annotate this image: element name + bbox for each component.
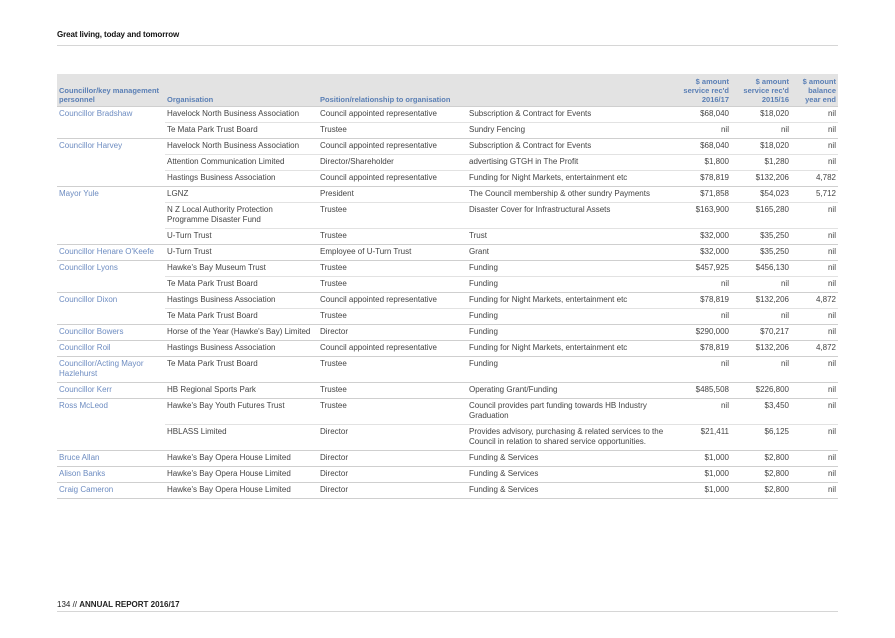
cell-organisation: HBLASS Limited: [165, 425, 318, 451]
cell-amount-1516: $6,125: [731, 425, 791, 451]
cell-amount-1617: nil: [674, 123, 731, 139]
cell-balance: nil: [791, 245, 838, 261]
table-row: [57, 383, 838, 399]
table-row: [57, 245, 838, 261]
cell-balance: nil: [791, 203, 838, 229]
cell-amount-1516: $132,206: [731, 171, 791, 187]
cell-description: Funding & Services: [467, 483, 674, 499]
cell-position: Trustee: [318, 357, 467, 383]
cell-description: Funding & Services: [467, 451, 674, 467]
page-number: 134 //: [57, 600, 78, 609]
cell-description: Funding & Services: [467, 467, 674, 483]
cell-balance: nil: [791, 425, 838, 451]
cell-balance: nil: [791, 139, 838, 155]
table-row: [57, 139, 838, 155]
cell-description: Grant: [467, 245, 674, 261]
col-header-organisation: Organisation: [165, 74, 318, 107]
cell-organisation: HB Regional Sports Park: [165, 383, 318, 399]
cell-organisation: LGNZ: [165, 187, 318, 203]
cell-description: Operating Grant/Funding: [467, 383, 674, 399]
table-row: [57, 203, 838, 229]
cell-amount-1617: $68,040: [674, 139, 731, 155]
table-row: [57, 277, 838, 293]
cell-person: Mayor Yule: [57, 187, 165, 203]
col-header-position: Position/relationship to organisation: [318, 74, 467, 107]
cell-position: Trustee: [318, 277, 467, 293]
cell-balance: nil: [791, 155, 838, 171]
cell-description: Provides advisory, purchasing & related services to the Council in relation to shared service opportunities.: [467, 425, 674, 451]
cell-description: Trust: [467, 229, 674, 245]
cell-person: [57, 277, 165, 293]
cell-organisation: Hawke's Bay Youth Futures Trust: [165, 399, 318, 425]
cell-amount-1617: $21,411: [674, 425, 731, 451]
cell-balance: nil: [791, 123, 838, 139]
cell-amount-1617: $68,040: [674, 107, 731, 123]
cell-amount-1617: $71,858: [674, 187, 731, 203]
cell-balance: nil: [791, 467, 838, 483]
cell-amount-1617: $1,000: [674, 483, 731, 499]
cell-description: Funding for Night Markets, entertainment etc: [467, 293, 674, 309]
cell-amount-1516: $35,250: [731, 245, 791, 261]
cell-amount-1617: $78,819: [674, 341, 731, 357]
cell-person: [57, 123, 165, 139]
cell-person: [57, 171, 165, 187]
cell-description: The Council membership & other sundry Payments: [467, 187, 674, 203]
cell-position: Council appointed representative: [318, 171, 467, 187]
related-party-table: [57, 74, 838, 499]
cell-position: Council appointed representative: [318, 107, 467, 123]
cell-organisation: Attention Communication Limited: [165, 155, 318, 171]
cell-balance: nil: [791, 309, 838, 325]
table-row: [57, 483, 838, 499]
cell-person: Councillor Lyons: [57, 261, 165, 277]
cell-amount-1516: nil: [731, 309, 791, 325]
page-footer: [57, 600, 180, 609]
cell-position: Director/Shareholder: [318, 155, 467, 171]
cell-person: [57, 229, 165, 245]
cell-amount-1516: nil: [731, 357, 791, 383]
table-row: [57, 357, 838, 383]
cell-balance: nil: [791, 451, 838, 467]
cell-person: [57, 309, 165, 325]
cell-amount-1516: $132,206: [731, 293, 791, 309]
cell-balance: nil: [791, 261, 838, 277]
cell-amount-1516: $132,206: [731, 341, 791, 357]
cell-organisation: Hastings Business Association: [165, 293, 318, 309]
cell-amount-1516: $54,023: [731, 187, 791, 203]
cell-person: [57, 425, 165, 451]
cell-balance: nil: [791, 229, 838, 245]
cell-description: Council provides part funding towards HB Industry Graduation: [467, 399, 674, 425]
cell-person: Ross McLeod: [57, 399, 165, 425]
cell-position: Director: [318, 483, 467, 499]
cell-description: Funding: [467, 357, 674, 383]
cell-description: Funding for Night Markets, entertainment etc: [467, 171, 674, 187]
cell-amount-1617: $485,508: [674, 383, 731, 399]
cell-person: Bruce Allan: [57, 451, 165, 467]
cell-organisation: Te Mata Park Trust Board: [165, 277, 318, 293]
cell-amount-1516: nil: [731, 277, 791, 293]
cell-person: Councillor Harvey: [57, 139, 165, 155]
cell-amount-1617: $1,000: [674, 451, 731, 467]
cell-organisation: Hastings Business Association: [165, 171, 318, 187]
cell-organisation: Te Mata Park Trust Board: [165, 357, 318, 383]
cell-balance: 4,872: [791, 341, 838, 357]
cell-amount-1516: $1,280: [731, 155, 791, 171]
cell-balance: 4,782: [791, 171, 838, 187]
cell-position: Director: [318, 425, 467, 451]
cell-position: Council appointed representative: [318, 341, 467, 357]
cell-amount-1617: nil: [674, 357, 731, 383]
cell-amount-1516: $3,450: [731, 399, 791, 425]
table-row: [57, 187, 838, 203]
cell-position: Trustee: [318, 383, 467, 399]
cell-organisation: Havelock North Business Association: [165, 139, 318, 155]
cell-organisation: Havelock North Business Association: [165, 107, 318, 123]
cell-amount-1516: $35,250: [731, 229, 791, 245]
cell-organisation: U-Turn Trust: [165, 245, 318, 261]
cell-position: Council appointed representative: [318, 293, 467, 309]
cell-person: Councillor Roil: [57, 341, 165, 357]
cell-organisation: Hawke's Bay Opera House Limited: [165, 467, 318, 483]
cell-position: Trustee: [318, 203, 467, 229]
cell-description: Subscription & Contract for Events: [467, 139, 674, 155]
col-header-person: Councillor/key management personnel: [57, 74, 165, 107]
table-row: [57, 261, 838, 277]
table-row: [57, 467, 838, 483]
cell-amount-1617: nil: [674, 399, 731, 425]
table-row: [57, 425, 838, 451]
cell-amount-1516: $456,130: [731, 261, 791, 277]
cell-balance: nil: [791, 399, 838, 425]
cell-amount-1617: nil: [674, 309, 731, 325]
cell-amount-1516: $70,217: [731, 325, 791, 341]
cell-position: Director: [318, 325, 467, 341]
cell-position: Director: [318, 467, 467, 483]
table-row: [57, 451, 838, 467]
page-header-title: Great living, today and tomorrow: [57, 30, 180, 39]
cell-position: Trustee: [318, 123, 467, 139]
cell-balance: nil: [791, 357, 838, 383]
cell-organisation: Te Mata Park Trust Board: [165, 309, 318, 325]
cell-person: [57, 155, 165, 171]
cell-amount-1516: $18,020: [731, 107, 791, 123]
cell-description: Funding: [467, 277, 674, 293]
cell-person: [57, 203, 165, 229]
cell-organisation: U-Turn Trust: [165, 229, 318, 245]
col-header-amount-1516: $ amount service rec'd 2015/16: [731, 74, 791, 107]
cell-balance: nil: [791, 325, 838, 341]
cell-balance: nil: [791, 383, 838, 399]
cell-amount-1617: $32,000: [674, 245, 731, 261]
cell-person: Councillor Bradshaw: [57, 107, 165, 123]
cell-organisation: N Z Local Authority Protection Programme Disaster Fund: [165, 203, 318, 229]
table-row: [57, 123, 838, 139]
table-row: [57, 293, 838, 309]
cell-amount-1516: $18,020: [731, 139, 791, 155]
footer-divider: [57, 611, 838, 612]
table-row: [57, 155, 838, 171]
cell-description: Sundry Fencing: [467, 123, 674, 139]
cell-balance: 5,712: [791, 187, 838, 203]
cell-organisation: Hastings Business Association: [165, 341, 318, 357]
cell-position: Council appointed representative: [318, 139, 467, 155]
cell-amount-1516: nil: [731, 123, 791, 139]
cell-balance: nil: [791, 277, 838, 293]
cell-organisation: Te Mata Park Trust Board: [165, 123, 318, 139]
cell-description: Funding: [467, 261, 674, 277]
cell-amount-1617: $290,000: [674, 325, 731, 341]
table-header: [57, 74, 838, 107]
cell-amount-1617: $78,819: [674, 293, 731, 309]
table-body: [57, 107, 838, 499]
table-row: [57, 399, 838, 425]
cell-position: Trustee: [318, 229, 467, 245]
table-row: [57, 229, 838, 245]
cell-amount-1516: $2,800: [731, 467, 791, 483]
cell-position: President: [318, 187, 467, 203]
cell-amount-1617: $1,800: [674, 155, 731, 171]
cell-organisation: Horse of the Year (Hawke's Bay) Limited: [165, 325, 318, 341]
cell-description: Funding for Night Markets, entertainment etc: [467, 341, 674, 357]
cell-organisation: Hawke's Bay Opera House Limited: [165, 483, 318, 499]
cell-person: Councillor Dixon: [57, 293, 165, 309]
cell-description: Subscription & Contract for Events: [467, 107, 674, 123]
cell-amount-1516: $2,800: [731, 451, 791, 467]
cell-balance: nil: [791, 107, 838, 123]
table-row: [57, 341, 838, 357]
cell-amount-1617: $1,000: [674, 467, 731, 483]
cell-amount-1617: $163,900: [674, 203, 731, 229]
cell-description: Disaster Cover for Infrastructural Assets: [467, 203, 674, 229]
table-row: [57, 325, 838, 341]
cell-person: Craig Cameron: [57, 483, 165, 499]
col-header-description: [467, 74, 674, 107]
cell-amount-1617: $32,000: [674, 229, 731, 245]
cell-amount-1516: $165,280: [731, 203, 791, 229]
table-row: [57, 107, 838, 123]
col-header-amount-1617: $ amount service rec'd 2016/17: [674, 74, 731, 107]
cell-person: Councillor Bowers: [57, 325, 165, 341]
report-title: ANNUAL REPORT 2016/17: [79, 600, 180, 609]
cell-amount-1617: $78,819: [674, 171, 731, 187]
cell-person: Councillor Henare O'Keefe: [57, 245, 165, 261]
cell-amount-1516: $226,800: [731, 383, 791, 399]
cell-description: Funding: [467, 325, 674, 341]
cell-position: Employee of U-Turn Trust: [318, 245, 467, 261]
cell-position: Trustee: [318, 261, 467, 277]
cell-person: Alison Banks: [57, 467, 165, 483]
cell-organisation: Hawke's Bay Museum Trust: [165, 261, 318, 277]
cell-person: Councillor/Acting Mayor Hazlehurst: [57, 357, 165, 383]
cell-position: Trustee: [318, 309, 467, 325]
cell-balance: nil: [791, 483, 838, 499]
cell-position: Director: [318, 451, 467, 467]
col-header-balance: $ amount balance year end: [791, 74, 838, 107]
cell-person: Councillor Kerr: [57, 383, 165, 399]
cell-balance: 4,872: [791, 293, 838, 309]
header-divider: [57, 45, 838, 46]
cell-description: advertising GTGH in The Profit: [467, 155, 674, 171]
cell-amount-1617: $457,925: [674, 261, 731, 277]
cell-amount-1617: nil: [674, 277, 731, 293]
cell-amount-1516: $2,800: [731, 483, 791, 499]
cell-position: Trustee: [318, 399, 467, 425]
table-row: [57, 309, 838, 325]
table-row: [57, 171, 838, 187]
cell-organisation: Hawke's Bay Opera House Limited: [165, 451, 318, 467]
cell-description: Funding: [467, 309, 674, 325]
